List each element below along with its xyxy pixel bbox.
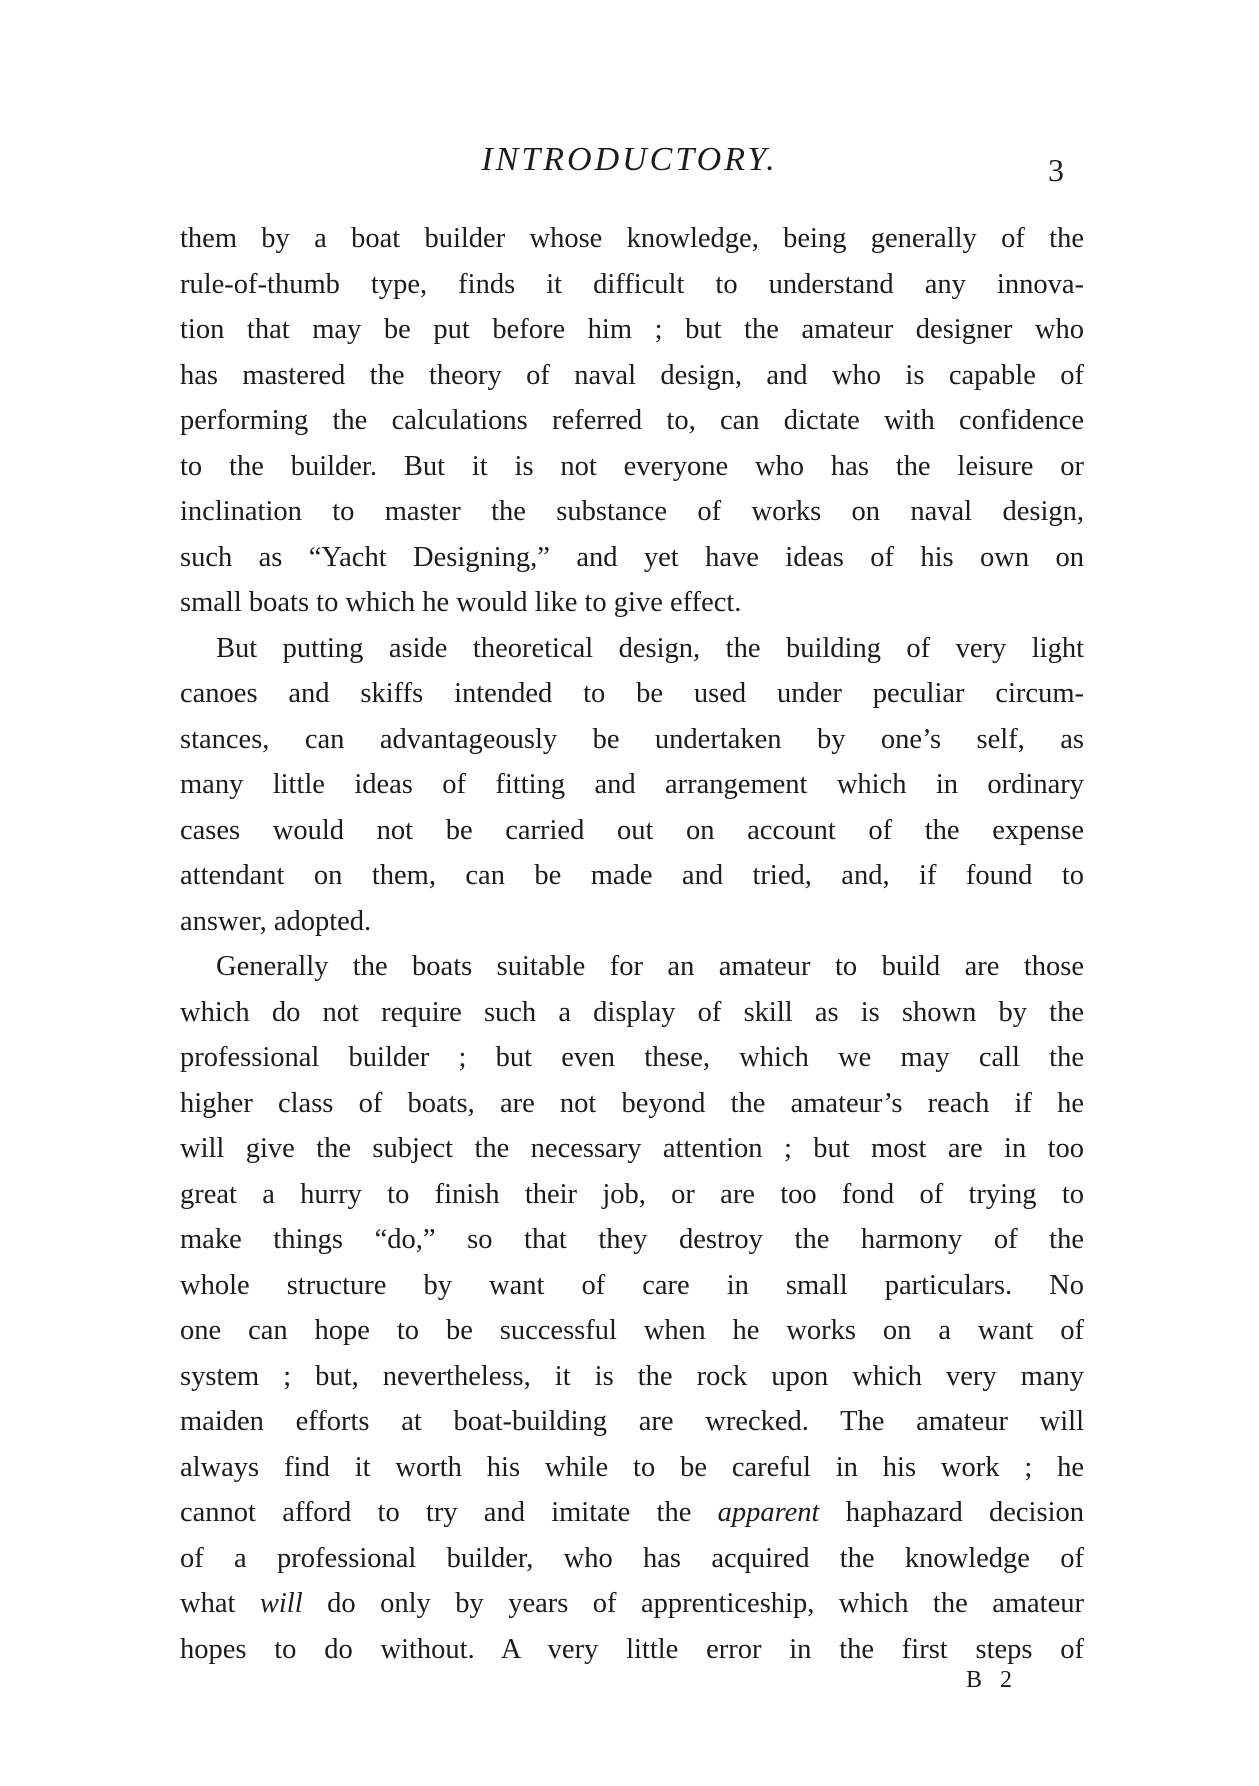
text-line: professional builder ; but even these, which we may call the <box>180 1042 1084 1073</box>
text-line: them by a boat builder whose knowledge, being generally of the <box>180 223 1084 254</box>
paragraph-3 <box>180 944 1084 1672</box>
text-line: make things “do,” so that they destroy the harmony of the <box>180 1224 1084 1255</box>
text-fragment: cannot afford to try and imitate the <box>180 1497 718 1528</box>
text-line: rule-of-thumb type, finds it difficult to understand any innova- <box>180 268 1084 300</box>
text-line: canoes and skiffs intended to be used under peculiar circum- <box>180 678 1084 709</box>
text-line: inclination to master the substance of works on naval design, <box>180 496 1084 527</box>
emphasis-apparent: apparent <box>717 1497 820 1528</box>
text-line: will give the subject the necessary attention ; but most are in too <box>180 1133 1084 1164</box>
text-line: many little ideas of fitting and arrangement which in ordinary <box>180 769 1084 800</box>
text-line: performing the calculations referred to, can dictate with confidence <box>180 405 1084 436</box>
emphasis-will: will <box>259 1588 303 1619</box>
text-line: Generally the boats suitable for an amateur to build are those <box>216 951 1084 982</box>
text-line: one can hope to be successful when he works on a want of <box>180 1315 1084 1346</box>
text-line: has mastered the theory of naval design, and who is capable of <box>180 359 1084 391</box>
paragraph-2 <box>180 626 1084 945</box>
text-line-will <box>180 1581 1084 1627</box>
text-line: cases would not be carried out on account of the expense <box>180 814 1084 846</box>
page-number: 3 <box>1048 152 1064 188</box>
signature-mark: B 2 <box>966 1667 1019 1693</box>
text-line: answer, adopted. <box>180 905 372 937</box>
text-line: higher class of boats, are not beyond the amateur’s reach if he <box>180 1087 1084 1119</box>
text-line: attendant on them, can be made and tried, and, if found to <box>180 860 1084 891</box>
text-line: such as “Yacht Designing,” and yet have ideas of his own on <box>180 541 1084 573</box>
text-line: whole structure by want of care in small particulars. No <box>180 1269 1084 1301</box>
text-line: tion that may be put before him ; but the amateur designer who <box>180 314 1084 345</box>
text-fragment: what <box>180 1588 260 1619</box>
text-line: But putting aside theoretical design, the building of very light <box>216 632 1084 664</box>
text-fragment: do only by years of apprenticeship, which the amateur <box>302 1588 1084 1619</box>
text-line: of a professional builder, who has acquired the knowledge of <box>180 1542 1084 1574</box>
text-line-apparent <box>180 1490 1084 1536</box>
text-line: stances, can advantageously be undertaken by one’s self, as <box>180 723 1084 755</box>
text-line: to the builder. But it is not everyone who has the leisure or <box>180 450 1084 482</box>
running-title: INTRODUCTORY. <box>481 141 778 178</box>
text-line: maiden efforts at boat-building are wrecked. The amateur will <box>180 1406 1084 1437</box>
text-line: system ; but, nevertheless, it is the rock upon which very many <box>180 1360 1084 1392</box>
text-line: hopes to do without. A very little error in the first steps of <box>180 1633 1084 1665</box>
text-line: always find it worth his while to be careful in his work ; he <box>180 1451 1084 1483</box>
text-line: which do not require such a display of skill as is shown by the <box>180 996 1084 1028</box>
text-fragment: haphazard decision <box>819 1497 1084 1528</box>
text-line: great a hurry to finish their job, or are too fond of trying to <box>180 1178 1084 1210</box>
body-text <box>180 216 1084 1672</box>
text-line: small boats to which he would like to give effect. <box>180 587 742 618</box>
paragraph-1 <box>180 216 1084 626</box>
